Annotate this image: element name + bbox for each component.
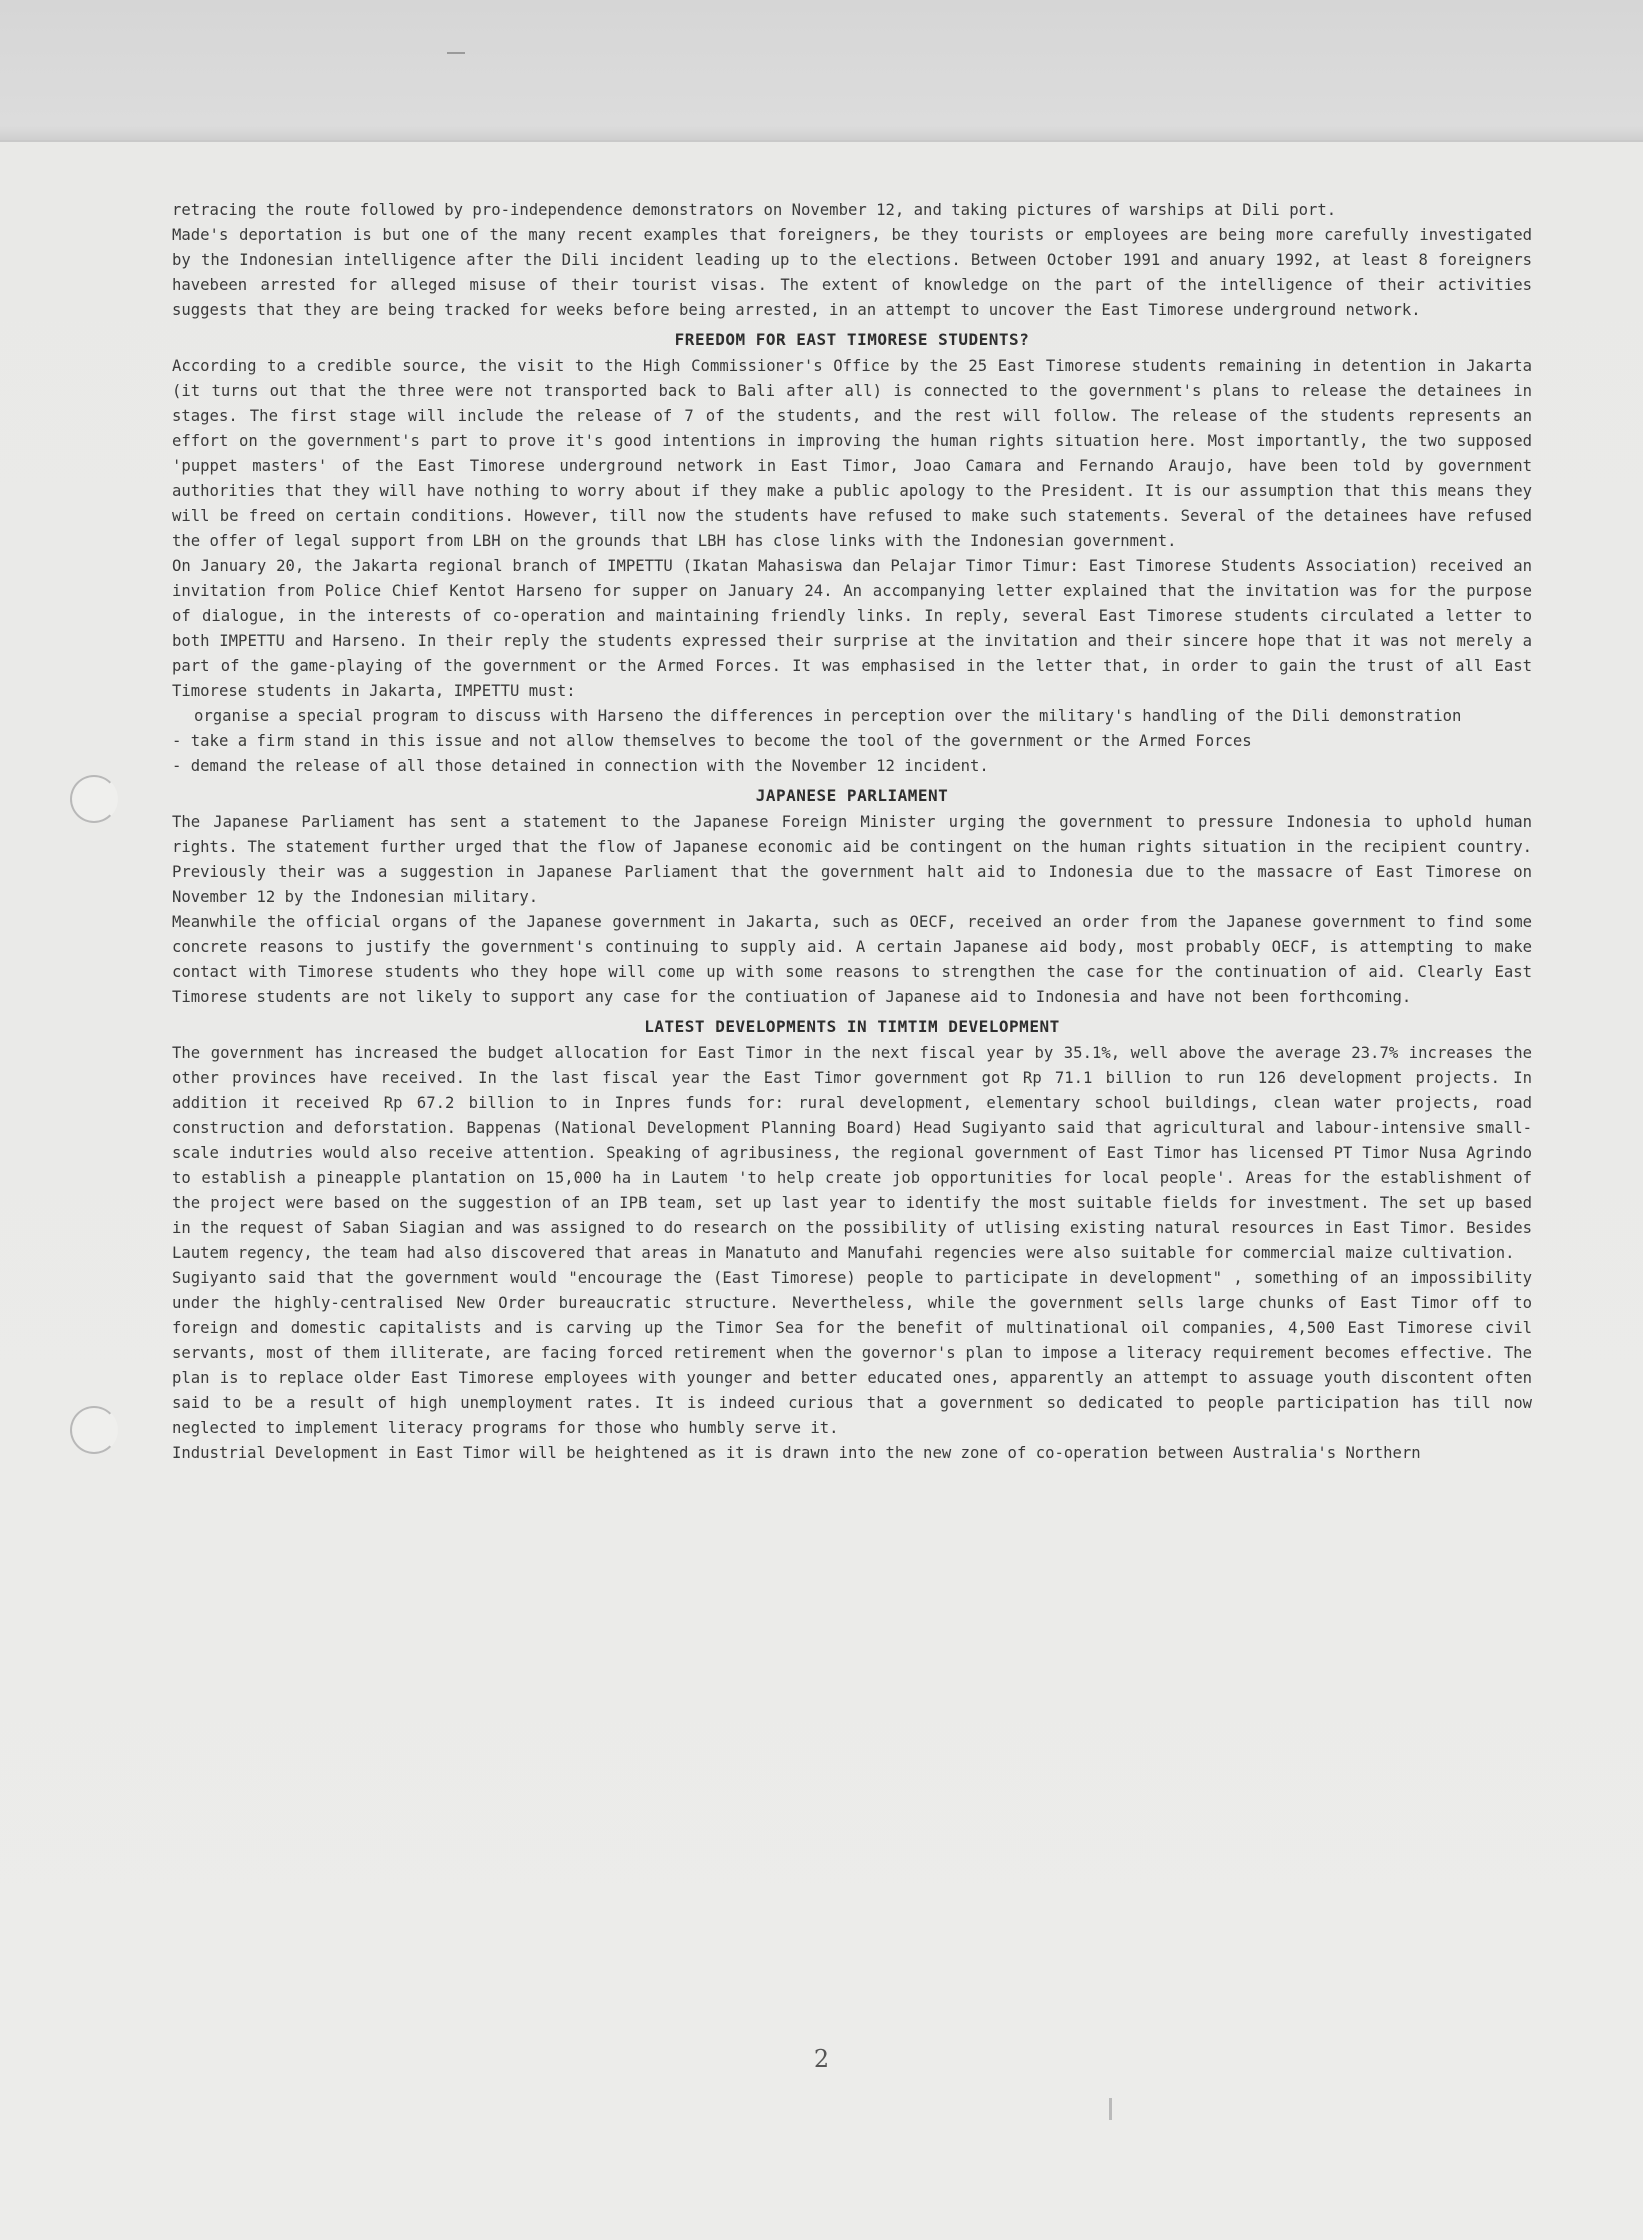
paragraph: Made's deportation is but one of the many recent examples that foreigners, be they tourists or employees are being more carefully investigated by the Indonesian intelligence after the Dili incident leading up to the elections. Between October 1991 and anuary 1992, at least 8 foreigners havebeen arrested for alleged misuse of their tourist visas. The extent of knowledge on the part of the intelligence of their activities suggests that they are being tracked for weeks before being arrested, in an attempt to uncover the East Timorese underground network. [172,226,1532,319]
section-heading: JAPANESE PARLIAMENT [755,786,949,805]
page-number: 2 [813,2045,830,2073]
article-body [172,198,1532,1466]
punch-hole-icon [70,1406,118,1454]
paragraph: Sugiyanto said that the government would "encourage the (East Timorese) people to participate in development" , something of an impossibility under the highly-centralised New Order bureaucratic structure. Nevertheless, while the government sells large chunks of East Timor off to foreign and domestic capitalists and is carving up the Timor Sea for the benefit of multinational oil companies, 4,500 East Timorese civil servants, most of them illiterate, are facing forced retirement when the governor's plan to impose a literacy requirement becomes effective. The plan is to replace older East Timorese employees with younger and better educated ones, apparently an attempt to assuage youth discontent often said to be a result of high unemployment rates. It is indeed curious that a government so dedicated to people participation has till now neglected to implement literacy programs for those who humbly serve it. [172,1269,1532,1437]
paragraph: The Japanese Parliament has sent a statement to the Japanese Foreign Minister urging the government to pressure Indonesia to uphold human rights. The statement further urged that the flow of Japanese economic aid be contingent on the human rights situation in the recipient country. Previously their was a suggestion in Japanese Parliament that the government halt aid to Indonesia due to the massacre of East Timorese on November 12 by the Indonesian military. [172,813,1532,906]
page-mark [447,52,465,54]
list-item: - demand the release of all those detained in connection with the November 12 incident. [172,757,989,775]
section-heading: FREEDOM FOR EAST TIMORESE STUDENTS? [674,330,1030,349]
punch-hole-icon [70,775,118,823]
paragraph: According to a credible source, the visit to the High Commissioner's Office by the 25 East Timorese students remaining in detention in Jakarta (it turns out that the three were not transported back to Bali after all) is connected to the government's plans to release the detainees in stages. The first stage will include the release of 7 of the students, and the rest will follow. The release of the students represents an effort on the government's part to prove it's good intentions in improving the human rights situation here. Most importantly, the two supposed 'puppet masters' of the East Timorese underground network in East Timor, Joao Camara and Fernando Araujo, have been told by government authorities that they will have nothing to worry about if they make a public apology to the President. It is our assumption that this means they will be freed on certain conditions. However, till now the students have refused to make such statements. Several of the detainees have refused the offer of legal support from LBH on the grounds that LBH has close links with the Indonesian government. [172,357,1532,550]
paragraph: On January 20, the Jakarta regional branch of IMPETTU (Ikatan Mahasiswa dan Pelajar Timor Timur: East Timorese Students Association) received an invitation from Police Chief Kentot Harseno for supper on January 24. An accompanying letter explained that the invitation was for the purpose of dialogue, in the interests of co-operation and maintaining friendly links. In reply, several East Timorese students circulated a letter to both IMPETTU and Harseno. In their reply the students expressed their surprise at the invitation and their sincere hope that it was not merely a part of the game-playing of the government or the Armed Forces. It was emphasised in the letter that, in order to gain the trust of all East Timorese students in Jakarta, IMPETTU must: [172,557,1532,700]
list-item: organise a special program to discuss with Harseno the differences in perception over the military's handling of the Dili demonstration [194,707,1462,725]
paragraph: retracing the route followed by pro-independence demonstrators on November 12, and taking pictures of warships at Dili port. [172,201,1337,219]
paragraph: The government has increased the budget allocation for East Timor in the next fiscal year by 35.1%, well above the average 23.7% increases the other provinces have received. In the last fiscal year the East Timor government got Rp 71.1 billion to run 126 development projects. In addition it received Rp 67.2 billion to in Inpres funds for: rural development, elementary school buildings, clean water projects, road construction and deforstation. Bappenas (National Development Planning Board) Head Sugiyanto said that agricultural and labour-intensive small-scale indutries would also receive attention. Speaking of agribusiness, the regional government of East Timor has licensed PT Timor Nusa Agrindo to establish a pineapple plantation on 15,000 ha in Lautem 'to help create job opportunities for local people'. Areas for the establishment of the project were based on the suggestion of an IPB team, set up last year to identify the most suitable fields for investment. The set up based in the request of Saban Siagian and was assigned to do research on the possibility of utlising existing natural resources in East Timor. Besides Lautem regency, the team had also discovered that areas in Manatuto and Manufahi regencies were also suitable for commercial maize cultivation. [172,1044,1532,1262]
paragraph: Industrial Development in East Timor will be heightened as it is drawn into the new zone of co-operation between Australia's Northern [172,1444,1421,1462]
section-heading: LATEST DEVELOPMENTS IN TIMTIM DEVELOPMENT [644,1017,1060,1036]
page-mark [1109,2098,1112,2120]
page-top-shadow [0,0,1643,142]
paragraph: Meanwhile the official organs of the Japanese government in Jakarta, such as OECF, received an order from the Japanese government to find some concrete reasons to justify the government's continuing to supply aid. A certain Japanese aid body, most probably OECF, is attempting to make contact with Timorese students who they hope will come up with some reasons to strengthen the case for the continuation of aid. Clearly East Timorese students are not likely to support any case for the contiuation of Japanese aid to Indonesia and have not been forthcoming. [172,913,1532,1006]
list-item: - take a firm stand in this issue and not allow themselves to become the tool of the government or the Armed Forces [172,732,1252,750]
